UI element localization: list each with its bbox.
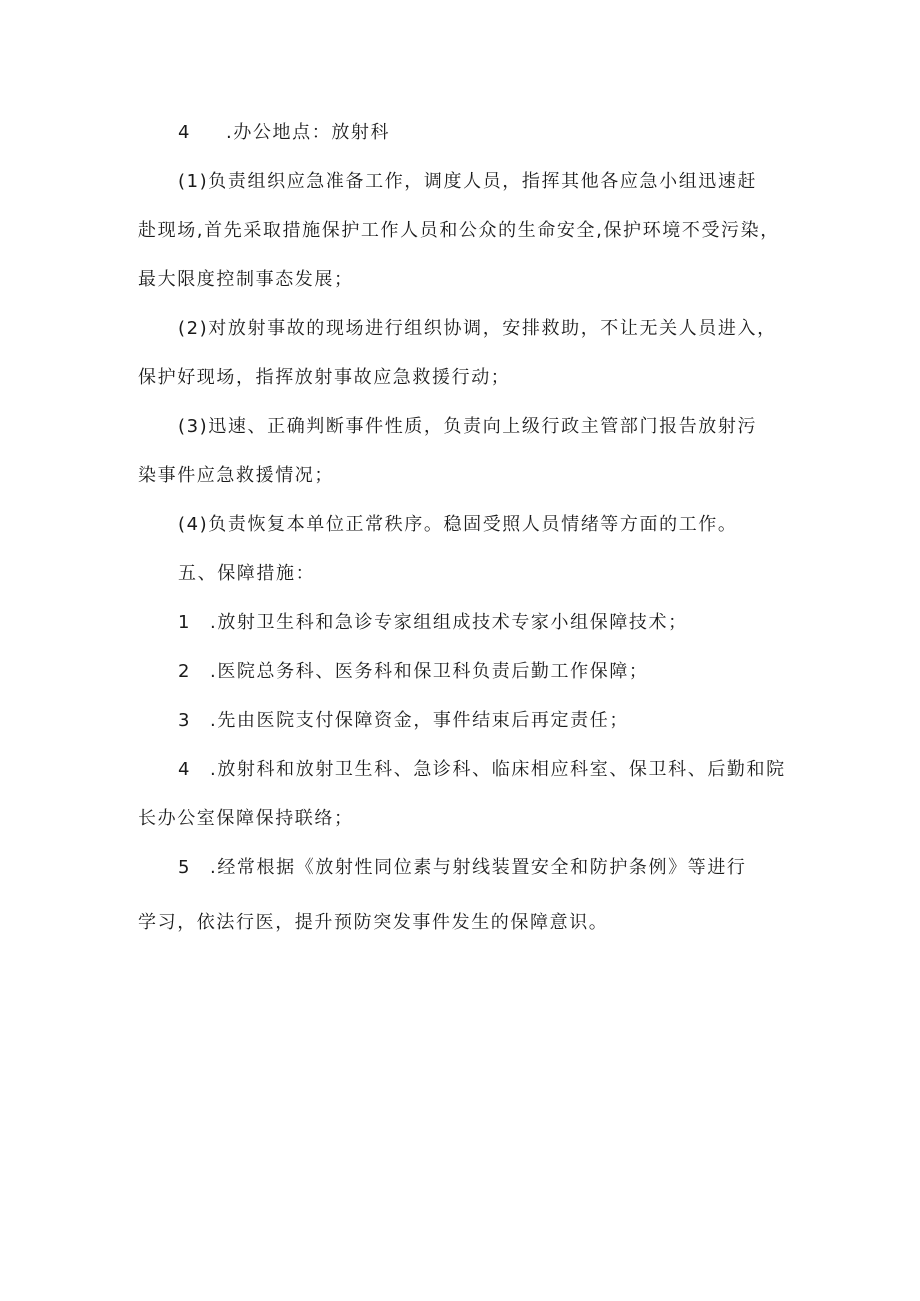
measure-3-text: .先由医院支付保障资金，事件结束后再定责任； (210, 710, 629, 731)
duty-2-line-2: 保护好现场，指挥放射事故应急救援行动； (138, 367, 511, 388)
measure-4-text: .放射科和放射卫生科、急诊科、临床相应科室、保卫科、后勤和院 (210, 759, 786, 780)
measure-3 (178, 709, 629, 733)
measure-4-number: 4 (178, 759, 192, 780)
measure-2-number: 2 (178, 661, 192, 682)
measure-5-line-2: 学习，依法行医，提升预防突发事件发生的保障意识。 (138, 912, 609, 933)
measure-1 (178, 611, 688, 635)
measure-1-number: 1 (178, 612, 192, 633)
measure-4-line-1 (178, 758, 786, 782)
measure-2 (178, 660, 649, 684)
duty-1-line-3: 最大限度控制事态发展； (138, 269, 354, 290)
duty-1-line-2: 赴现场,首先采取措施保护工作人员和公众的生命安全,保护环境不受污染， (138, 220, 780, 241)
measure-5-text: .经常根据《放射性同位素与射线装置安全和防护条例》等进行 (210, 857, 747, 878)
measure-5-line-1 (178, 856, 747, 880)
duty-3-line-1: (3)迅速、正确判断事件性质，负责向上级行政主管部门报告放射污 (178, 416, 758, 437)
duty-4-line-1: (4)负责恢复本单位正常秩序。稳固受照人员情绪等方面的工作。 (178, 514, 738, 535)
measure-4-line-2: 长办公室保障保持联络； (138, 808, 354, 829)
duty-1-line-1: (1)负责组织应急准备工作，调度人员，指挥其他各应急小组迅速赶 (178, 171, 758, 192)
office-heading-text: .办公地点：放射科 (226, 122, 391, 143)
measure-2-text: .医院总务科、医务科和保卫科负责后勤工作保障； (210, 661, 649, 682)
office-heading (178, 121, 390, 145)
measure-1-text: .放射卫生科和急诊专家组组成技术专家小组保障技术； (210, 612, 688, 633)
section-heading: 五、保障措施： (178, 563, 316, 584)
duty-3-line-2: 染事件应急救援情况； (138, 465, 334, 486)
measure-3-number: 3 (178, 710, 192, 731)
measure-5-number: 5 (178, 857, 192, 878)
duty-2-line-1: (2)对放射事故的现场进行组织协调，安排救助，不让无关人员进入， (178, 318, 777, 339)
office-heading-number: 4 (178, 122, 192, 143)
